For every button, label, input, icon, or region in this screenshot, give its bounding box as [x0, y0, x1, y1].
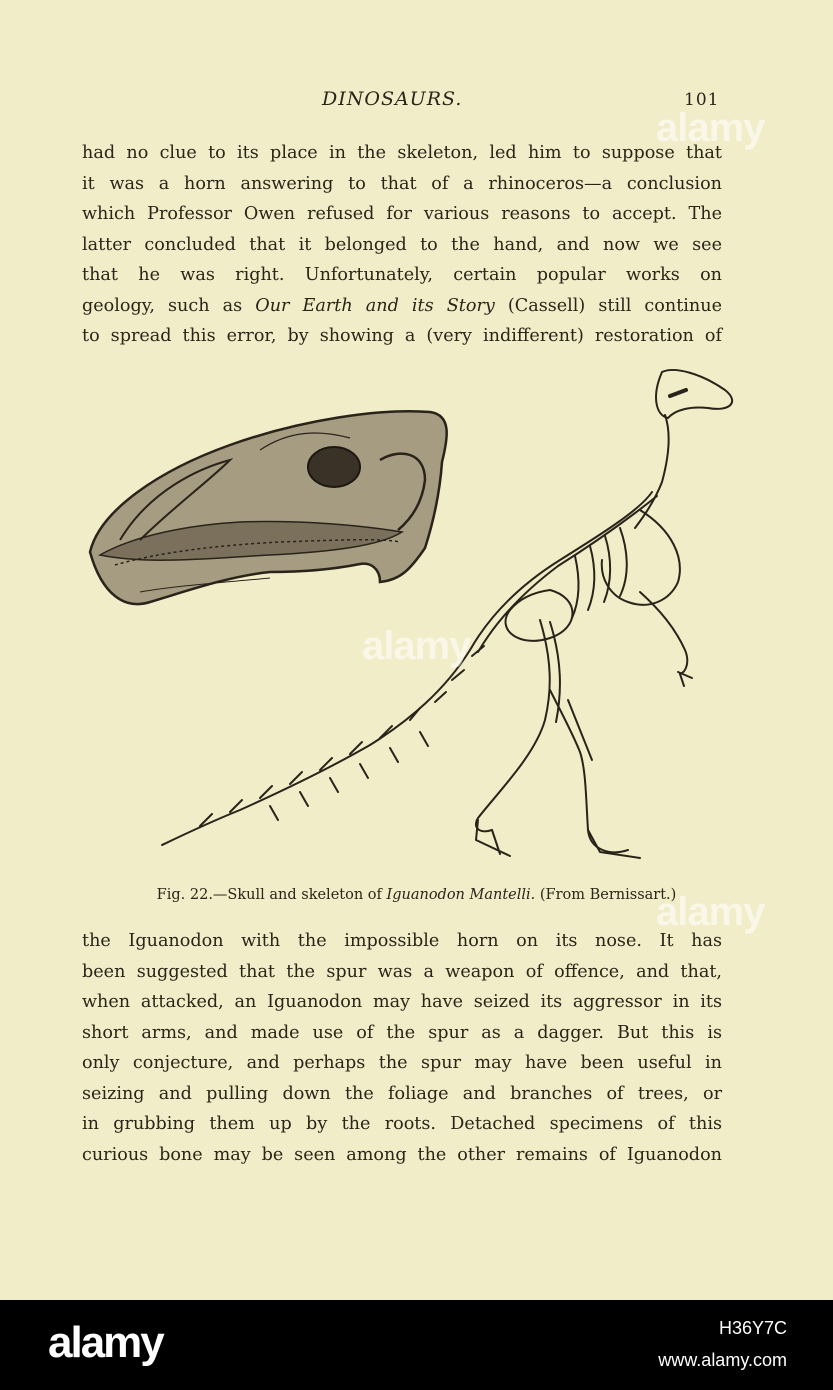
footer-url[interactable]: www.alamy.com: [658, 1350, 787, 1370]
paragraph-1: [82, 138, 722, 352]
paragraph-1-line: that he was right. Unfortunately, certain popular works on: [82, 265, 722, 285]
paragraph-2-line: short arms, and made use of the spur as a dagger. But this is: [82, 1022, 722, 1043]
alamy-logo: alamy: [48, 1318, 163, 1367]
page-number: 101: [684, 90, 720, 110]
paragraph-2-line: curious bone may be seen among the other remains of Iguanodon: [82, 1144, 722, 1165]
line-suffix: (Cassell) still continue: [494, 295, 722, 316]
paragraph-1-line: it was a horn answering to that of a rhinoceros—a conclusion: [82, 173, 722, 194]
paragraph-2-line: only conjecture, and perhaps the spur may have been useful in: [82, 1053, 722, 1073]
paragraph-1-line: to spread this error, by showing a (very indifferent) restoration of: [82, 326, 722, 346]
line-prefix: geology, such as: [82, 295, 256, 316]
paragraph-2-line: seizing and pulling down the foliage and branches of trees, or: [82, 1083, 722, 1104]
paragraph-2-line: the Iguanodon with the impossible horn on its nose. It has: [82, 931, 722, 951]
watermark: alamy: [656, 890, 765, 934]
caption-species: Iguanodon Mantelli.: [386, 887, 536, 903]
paragraph-2-line: been suggested that the spur was a weapon of offence, and that,: [82, 961, 722, 982]
book-title: Our Earth and its Story: [255, 295, 495, 316]
running-title: DINOSAURS.: [322, 88, 463, 110]
paragraph-1-line: had no clue to its place in the skeleton, led him to suppose that: [82, 143, 722, 163]
iguanodon-illustration: [80, 360, 760, 880]
watermark: alamy: [656, 106, 765, 150]
caption-prefix: Fig. 22.—Skull and skeleton of: [156, 887, 387, 903]
image-id: H36Y7C: [718, 1318, 787, 1338]
skull-drawing: [90, 411, 447, 604]
paragraph-2: [82, 926, 722, 1170]
watermark: alamy: [362, 624, 471, 668]
paragraph-2-line: when attacked, an Iguanodon may have seized its aggressor in its: [82, 992, 722, 1012]
figure-iguanodon: [80, 360, 760, 880]
paragraph-1-line: latter concluded that it belonged to the hand, and now we see: [82, 234, 722, 255]
paragraph-1-line: which Professor Owen refused for various reasons to accept. The: [82, 204, 722, 224]
caption-source: (From Bernissart.): [535, 887, 677, 903]
paragraph-1-line-with-book-title: [82, 291, 722, 322]
paragraph-2-line: in grubbing them up by the roots. Detached specimens of this: [82, 1114, 722, 1134]
